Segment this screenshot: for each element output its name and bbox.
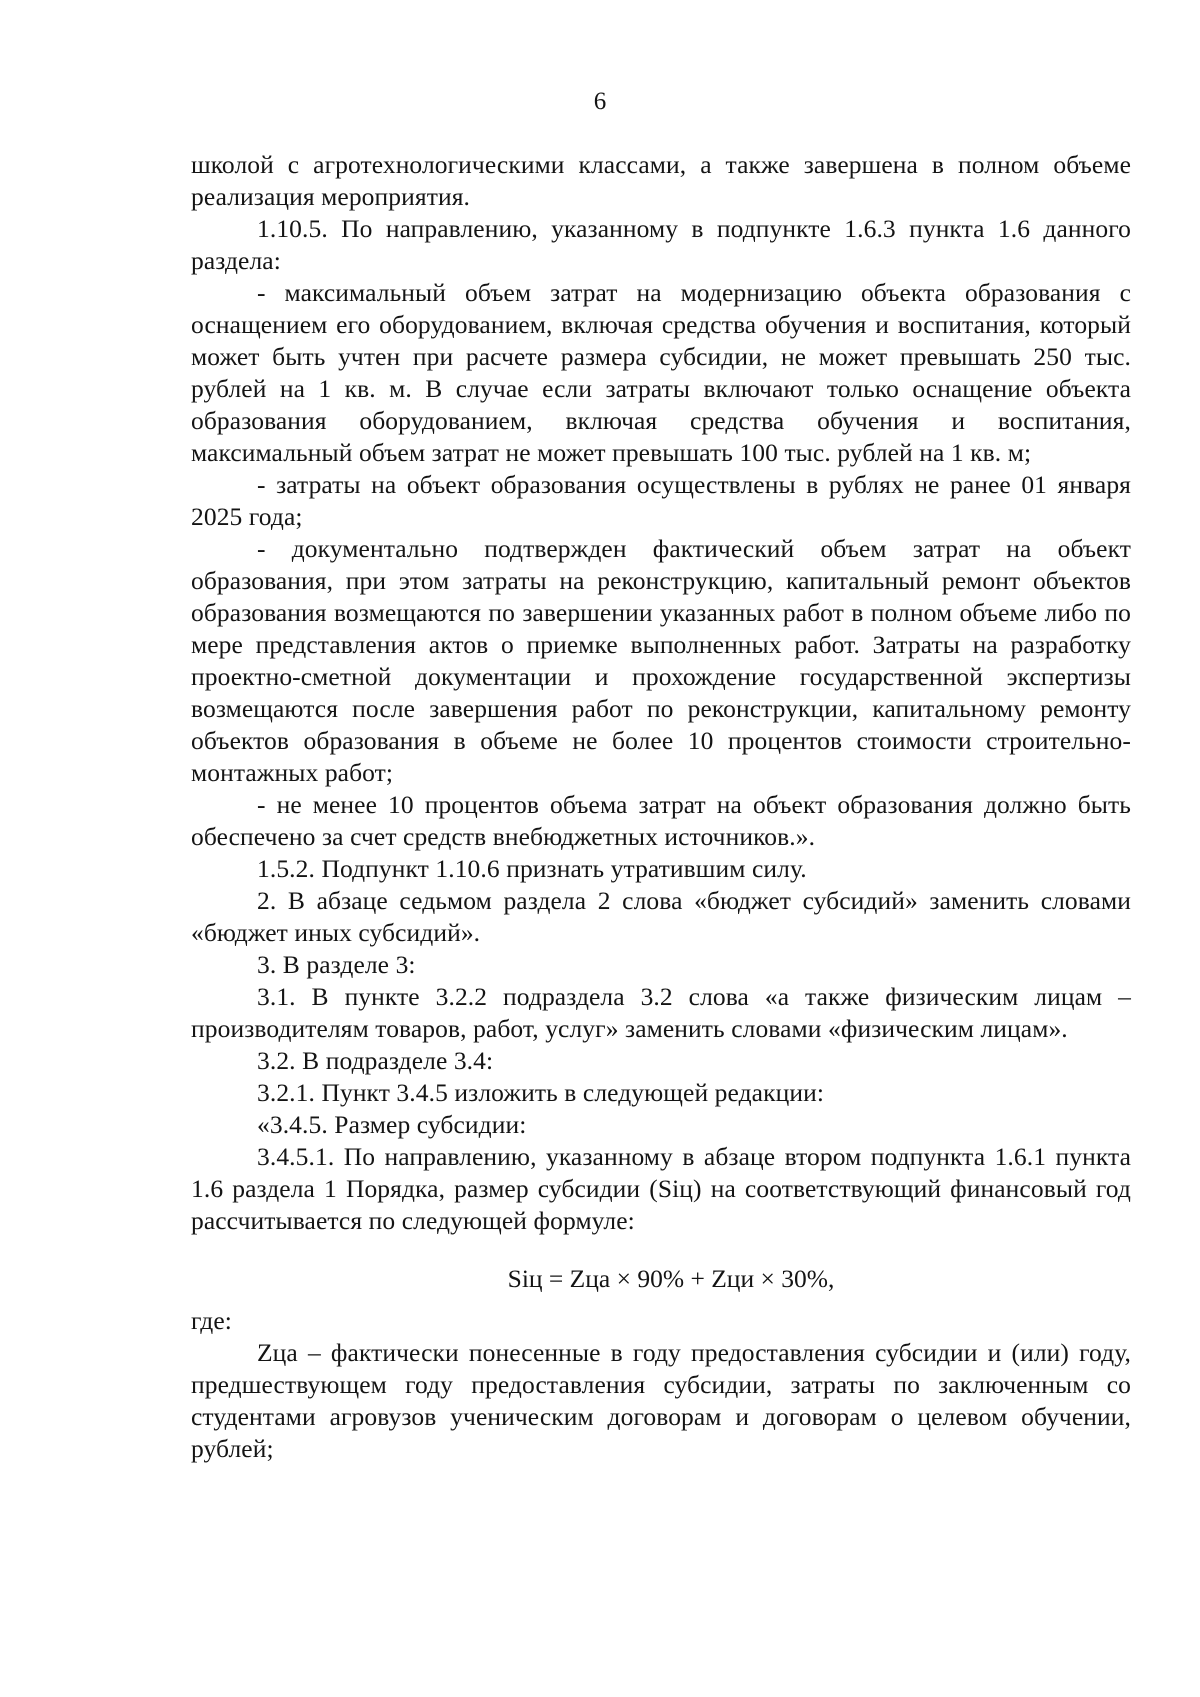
paragraph-3-2-1: 3.2.1. Пункт 3.4.5 изложить в следующей редакции: xyxy=(257,1078,825,1107)
paragraph-costs-date: - затраты на объект образования осуществлены в рублях не ранее 01 января 2025 года; xyxy=(191,470,1131,531)
paragraph-3-2: 3.2. В подразделе 3.4: xyxy=(257,1046,494,1075)
paragraph-3-4-5: «3.4.5. Размер субсидии: xyxy=(257,1110,527,1139)
paragraph-1-10-5: 1.10.5. По направлению, указанному в подпункте 1.6.3 пункта 1.6 данного раздела: xyxy=(191,214,1131,275)
paragraph-3-1: 3.1. В пункте 3.2.2 подраздела 3.2 слова «а также физическим лицам – производителям товаров, работ, услуг» заменить словами «физическим лицам». xyxy=(191,982,1131,1043)
paragraph-section-3: 3. В разделе 3: xyxy=(257,950,416,979)
paragraph-extrabudgetary: - не менее 10 процентов объема затрат на объект образования должно быть обеспечено за счет средств внебюджетных источников.». xyxy=(191,790,1131,851)
where-label: где: xyxy=(191,1306,232,1335)
subsidy-formula: Siц = Zца × 90% + Zци × 30%, xyxy=(507,1264,835,1293)
paragraph-section-2: 2. В абзаце седьмом раздела 2 слова «бюджет субсидий» заменить словами «бюджет иных субсидий». xyxy=(191,886,1131,947)
paragraph-max-costs: - максимальный объем затрат на модернизацию объекта образования с оснащением его оборудованием, включая средства обучения и воспитания, который может быть учтен при расчете размера субсидии, не может превышать 250 тыс. рублей на 1 кв. м. В случае если затраты включают только оснащение объекта образования оборудованием, включая средства обучения и воспитания, максимальный объем затрат не может превышать 100 тыс. рублей на 1 кв. м; xyxy=(191,278,1131,467)
paragraph-3-4-5-1: 3.4.5.1. По направлению, указанному в абзаце втором подпункта 1.6.1 пункта 1.6 раздела 1 Порядка, размер субсидии (Siц) на соответствующий финансовый год рассчитывается по следующей формуле: xyxy=(191,1142,1131,1235)
paragraph-continuation: школой с агротехнологическими классами, а также завершена в полном объеме реализация мероприятия. xyxy=(191,150,1131,211)
document-body xyxy=(191,149,1131,1465)
definition-zca: Zца – фактически понесенные в году предоставления субсидии и (или) году, предшествующем году предоставления субсидии, затраты по заключенным со студентами агровузов ученическим договорам и договорам о целевом обучении, рублей; xyxy=(191,1338,1131,1463)
paragraph-1-5-2: 1.5.2. Подпункт 1.10.6 признать утратившим силу. xyxy=(257,854,807,883)
page-number: 6 xyxy=(593,88,607,115)
paragraph-documented-costs: - документально подтвержден фактический объем затрат на объект образования, при этом затраты на реконструкцию, капитальный ремонт объектов образования возмещаются по завершении указанных работ в полном объеме либо по мере представления актов о приемке выполненных работ. Затраты на разработку проектно-сметной документации и прохождение государственной экспертизы возмещаются после завершения работ по реконструкции, капитальному ремонту объектов образования в объеме не более 10 процентов стоимости строительно-монтажных работ; xyxy=(191,534,1131,787)
